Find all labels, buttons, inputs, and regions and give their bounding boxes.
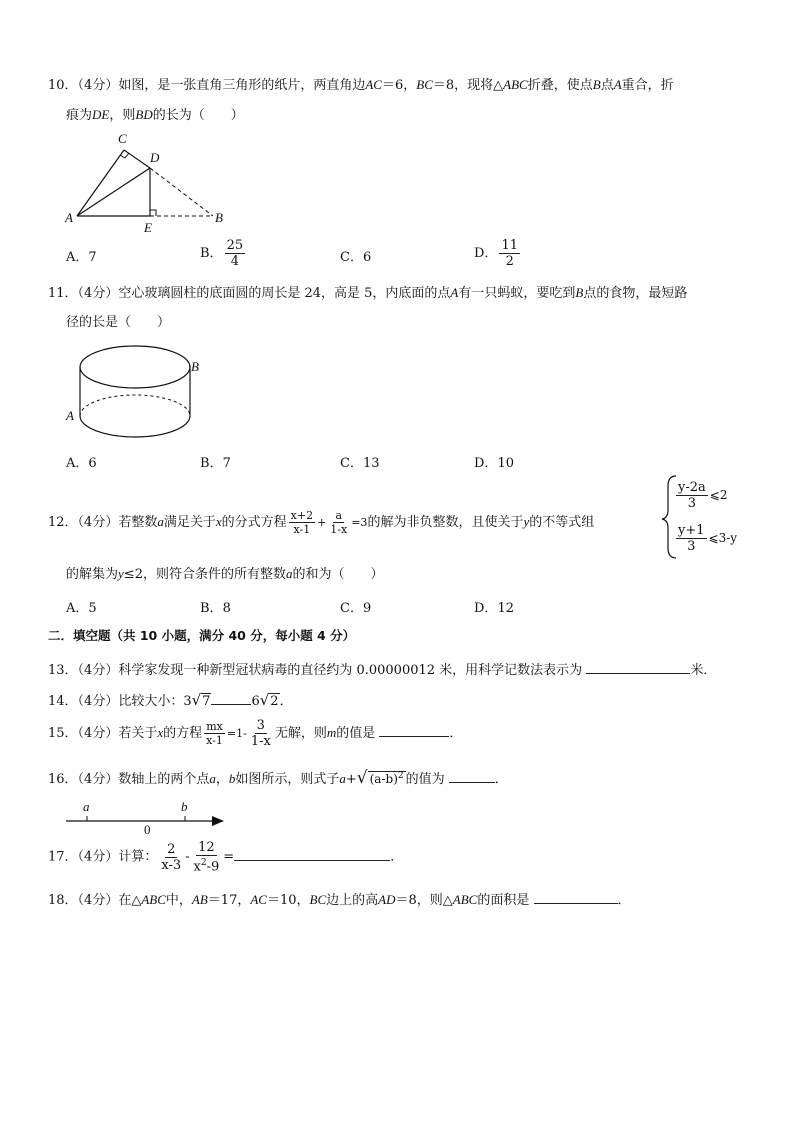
q10-bd: BD [135,107,153,122]
q10-opt-d-letter: D． [474,246,498,261]
q15-f2-num: 3 [256,718,265,733]
q12-text-c: 的分式方程 [221,515,287,530]
q17-f2-den [192,856,222,874]
q18-eq10: ＝10， [266,893,310,908]
q12-opt-d-value: 12 [497,601,514,616]
q13-number: 13． [48,663,78,678]
q16-comma: ， [215,772,229,787]
q11-opt-a-letter: A． [66,456,89,471]
q18-answer-blank[interactable] [534,889,618,904]
q15-text-a: 若关于 [118,726,158,741]
q12-text-a: 若整数 [118,515,158,530]
q12-ineq1-den: 3 [687,496,697,511]
q16-end: ． [494,772,508,787]
q17-minus: - [185,849,190,865]
q12-a: a [157,514,164,529]
q12-opt-a-value: 5 [88,601,97,616]
q14-text: 比较大小：3 [118,694,192,709]
q12-number: 12． [48,515,78,530]
q18-text-b: 中， [165,893,192,908]
q10-label-e: E [144,220,152,235]
q10-opt-c-value: 6 [362,250,372,265]
q11-opt-c-value: 13 [362,456,380,471]
q12-opt-b-value: 8 [222,601,231,616]
q11-text-a: 空心玻璃圆柱的底面圆的周长是 24，高是 5，内底面的点 [118,286,451,301]
q10-a: A [613,77,622,92]
q16-plus: + [345,772,357,787]
q11-label-b: B [191,359,199,374]
q17-f2-num: 12 [198,840,215,855]
q11-opt-d-letter: D． [474,456,498,471]
q12-ineq2-rhs: ⩽3-y [708,531,738,545]
q11-b: B [575,285,584,300]
q12-score: （4分） [77,515,119,530]
q15-number: 15． [48,726,78,741]
q12-ineq2-num: y+1 [678,523,705,538]
q18-eq17: ＝17， [207,893,251,908]
q10-eq8: ＝8，现将△ [432,78,504,93]
q12-y: y [523,514,530,529]
q17-number: 17． [48,849,78,865]
q12-eq3: =3 [351,516,368,529]
q10-opt-a-letter: A． [66,250,89,265]
q10-opt-a-value: 7 [88,250,97,265]
q10-text: 如图，是一张直角三角形的纸片，两直角边 [118,78,366,93]
q11-opt-d-value: 10 [497,456,514,471]
q18-abc2: ABC [452,892,478,907]
q17-f2-den-tail: -9 [206,859,220,875]
q11-score: （4分） [77,286,119,301]
q16-number: 16． [48,772,78,787]
q10-eq6: ＝6， [381,78,417,93]
q10-label-b: B [215,210,223,225]
q14-radicand-2: 2 [270,694,279,709]
q16-score: （4分） [77,772,119,787]
q13-text: 科学家发现一种新型冠状病毒的直径约为 0.00000012 米，用科学记数法表示为 [118,663,583,678]
q12-line2-a2: a [285,566,293,581]
q10-de: DE [92,107,110,122]
q12-plus: + [317,516,327,529]
q12-opt-b-letter: B． [200,601,223,616]
q18-text-c: 边上的高 [326,893,379,908]
section-2-title: 二．填空题（共 10 小题，满分 40 分，每小题 4 分） [48,628,356,643]
q18-text-a: 在△ [118,893,142,908]
q15-text-d: 的值是 [336,726,376,741]
q10-line2-b: ，则 [109,108,136,123]
q16-text-a: 数轴上的两个点 [118,772,210,787]
q10-opt-d-den: 2 [505,254,514,269]
sqrt-sign-icon-2: √ [259,691,270,709]
q12-f2-den: 1-x [330,523,348,536]
q11-text-b: 有一只蚂蚁，要吃到 [458,286,576,301]
q10-label-d: D [150,150,160,165]
q10-b: B [592,77,601,92]
q13-unit: 米． [690,663,717,678]
q17-end: ． [390,849,404,865]
q16-text-b: 如图所示，则式子 [235,772,340,787]
q15-text-c: 无解，则 [274,726,327,741]
q11-opt-a-value: 6 [88,456,97,471]
q15-text-b: 的方程 [163,726,203,741]
q18-line [48,889,631,910]
q15-eq1: =1- [226,727,247,740]
q12-f1-num: x+2 [290,509,314,522]
q11-opt-b-letter: B． [200,456,223,471]
q12-line2-a: 的解集为 [66,567,119,582]
q10-abc: ABC [503,77,528,92]
q17-f1-den: x-3 [161,857,182,873]
q10-text-d: 重合，折 [621,78,674,93]
q10-text-c: 点 [600,78,614,93]
q17-fraction-2 [192,840,222,874]
q10-text-b: 折叠，使点 [527,78,593,93]
q17-line [48,840,403,874]
q16-arrow-icon [212,816,224,826]
q11-opt-b-value: 7 [222,456,231,471]
q14-coefficient-2: 6 [251,694,260,709]
q12-opt-d-letter: D． [474,601,498,616]
q17-answer-blank[interactable] [234,846,390,861]
q10-number: 10． [48,78,78,93]
q15-f1-num: mx [206,720,223,733]
q17-f2-den-base: x [193,859,201,875]
q12-text-e: 的不等式组 [529,515,595,530]
q16-sup: 2 [397,771,404,781]
q12-opt-c-letter: C． [340,601,363,616]
q15-x: x [157,725,164,740]
q18-ab: AB [191,892,208,907]
q12-text-d: 的解为非负整数，且使关于 [367,515,524,530]
q11-text-c: 点的食物，最短路 [583,286,688,301]
q10-bc: BC [416,77,433,92]
q16-axis-label-zero: 0 [144,822,151,837]
q14-end: ． [279,694,293,709]
q15-f2-den: 1-x [250,734,271,749]
q13-score: （4分） [77,663,119,678]
q15-f1-den: x-1 [206,734,223,747]
q12-line2-c: 的和为（ ） [292,567,384,582]
q12-f1-den: x-1 [293,523,311,536]
q18-text-d: 的面积是 [477,893,530,908]
q10-score: （4分） [77,78,119,93]
q15-m: m [326,725,337,740]
q16-text-c: 的值为 [405,772,445,787]
q11-number: 11． [48,286,78,301]
q17-score: （4分） [77,849,119,865]
q18-abc: ABC [141,892,166,907]
sqrt-sign-icon-3: √ [356,768,368,788]
q18-end: ． [617,893,631,908]
q12-text-b: 满足关于 [163,515,216,530]
q14-radicand-1: 7 [202,694,211,709]
q15-end: ． [449,726,463,741]
q12-ineq1-num: y-2a [678,480,706,495]
q10-label-c: C [118,131,127,146]
q12-opt-a-letter: A． [66,601,89,616]
q10-opt-b-num: 25 [226,238,244,253]
q10-opt-b-den: 4 [230,254,239,269]
q15-score: （4分） [77,726,119,741]
q14-score: （4分） [77,694,119,709]
q10-ac: AC [365,77,382,92]
q18-ad: AD [378,892,396,907]
q11-line2: 径的长是（ ） [66,315,171,330]
q12-line2-y: y [118,566,124,581]
q16-axis-label-b: b [181,799,188,814]
q17-fraction-1 [159,842,183,873]
q12-line2-b: ≤2，则符合条件的所有整数 [123,567,286,582]
q10-label-a: A [65,210,73,225]
q12-ineq1-rhs: ⩽2 [709,488,728,502]
q10-opt-c-letter: C． [340,250,363,265]
q10-line2-a: 痕为 [66,108,93,123]
q18-number: 18． [48,893,78,908]
q11-a: A [450,285,459,300]
q17-f2-den-sup: 2 [200,858,207,868]
q10-opt-d-num: 11 [501,238,518,253]
q18-ac: AC [250,892,267,907]
q16-axis-label-a: a [83,799,90,814]
q12-ineq2-den: 3 [687,539,696,554]
q18-eq8: ＝8，则△ [395,893,453,908]
q10-opt-b-letter: B． [200,246,223,261]
q17-text: 计算： [118,849,158,865]
q11-label-a: A [66,408,74,423]
q18-score: （4分） [77,893,119,908]
q18-bc: BC [309,892,327,907]
q16-expr-a: a [339,771,346,786]
q17-eq: = [223,849,235,865]
q12-x: x [215,514,222,529]
q16-rad: (a-b) [369,772,398,786]
q14-number: 14． [48,694,78,709]
q16-b: b [228,771,236,786]
sqrt-sign-icon: √ [191,691,202,709]
q16-a: a [209,771,216,786]
q12-f2-num: a [335,509,343,522]
q17-f1-num: 2 [167,841,176,857]
q10-line2-c: 的长为（ ） [152,108,244,123]
q12-opt-c-value: 9 [362,601,372,616]
q11-opt-c-letter: C． [340,456,363,471]
